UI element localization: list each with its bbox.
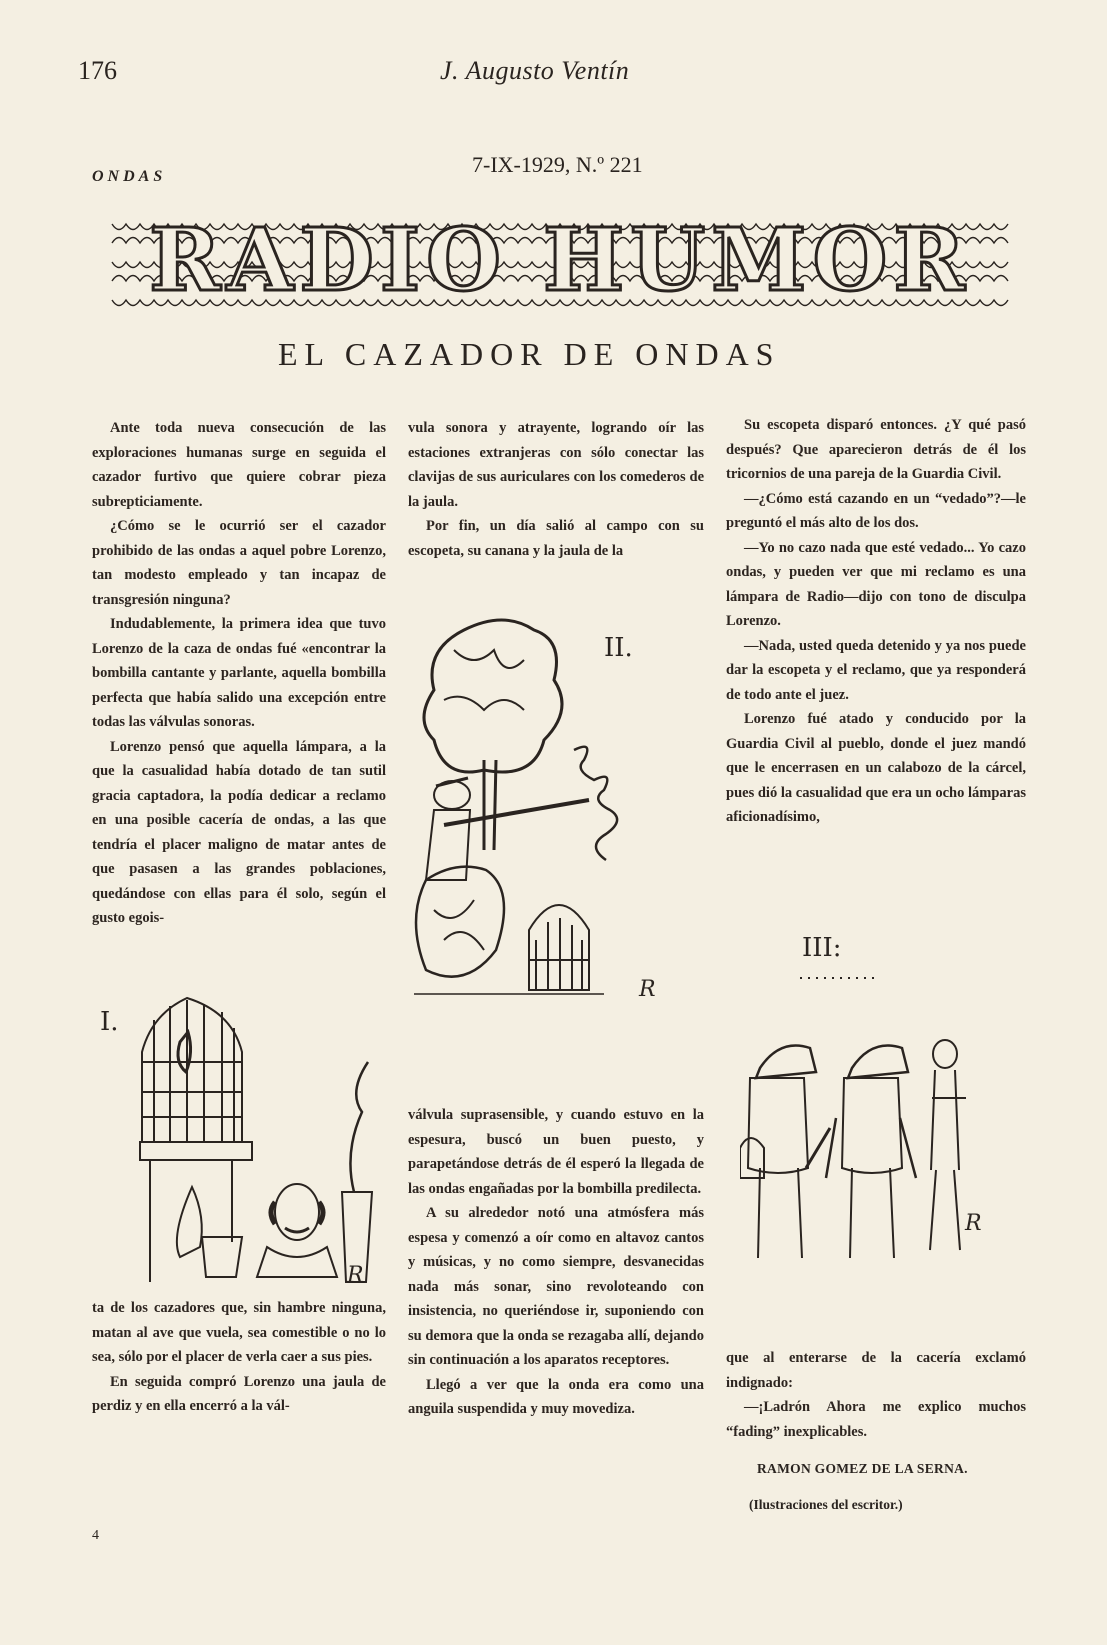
author-signature: RAMON GOMEZ DE LA SERNA. — [757, 1461, 968, 1476]
paragraph: Lorenzo pensó que aquella lámpara, a la que la casualidad había dotado de tan sutil gracia captadora, la podía dedicar a reclamo en una posible cacería de ondas, a las que tendría el placer maligno de matar antes de que pasasen a las grandes poblaciones, quedándose con ellas para él solo, según el gusto egois- — [92, 738, 386, 926]
paragraph: En seguida compró Lorenzo una jaula de perdiz y en ella encerró a la vál- — [92, 1373, 386, 1414]
paragraph: Ante toda nueva consecución de las exploraciones humanas surge en seguida el cazador furtivo que quiere cobrar pieza subrepticiamente. — [92, 420, 386, 510]
paragraph: vula sonora y atrayente, logrando oír las estaciones extranjeras con sólo conectar las clavijas de sus auriculares con los comederos de la jaula. — [408, 420, 704, 510]
illustration-numeral: III: — [802, 933, 842, 963]
illustration-3 — [740, 918, 1020, 1298]
column-2-bottom — [408, 1103, 704, 1422]
column-1-bottom — [92, 1296, 386, 1419]
illustrator-signature: R — [639, 977, 656, 1002]
paragraph: —Nada, usted queda detenido y ya nos puede dar la escopeta y el reclamo, que ya responderá de todo ante el juez. — [726, 637, 1026, 703]
illustrator-signature: R — [965, 1211, 982, 1236]
illustrator-signature: R — [347, 1263, 364, 1288]
running-head: J. Augusto Ventín — [440, 56, 630, 85]
illustration-credit: (Ilustraciones del escritor.) — [749, 1497, 903, 1512]
paragraph: Su escopeta disparó entonces. ¿Y qué pasó después? Que aparecieron detrás de él los tricornios de una pareja de la Guardia Civil. — [726, 417, 1026, 482]
man-with-headphones-and-cage-drawing — [140, 998, 372, 1282]
paragraph: A su alrededor notó una atmósfera más espesa y comenzó a oír como en altavoz cantos y músicas, y no como siempre, desvanecidas nada más sonar, sino revoloteando con insistencia, no queriéndose ir, suponiendo con su demora que la onda se rezagaba allí, dejando sin continuación a los aparatos receptores. — [408, 1205, 704, 1368]
illustration-1 — [92, 992, 382, 1292]
column-2-top — [408, 416, 704, 563]
illustration-numeral: I. — [100, 1007, 119, 1037]
article-title: EL CAZADOR DE ONDAS — [278, 336, 781, 372]
column-1-top — [92, 416, 386, 931]
paragraph: válvula suprasensible, y cuando estuvo en la espesura, buscó un buen puesto, y parapetándose detrás de él esperó la llegada de las ondas engañadas por la bombilla predilecta. — [408, 1107, 704, 1197]
radio-humor-banner — [108, 208, 1012, 316]
paragraph: ta de los cazadores que, sin hambre ninguna, matan al ave que vuela, sea comestible o no lo sea, sólo por el placer de verla caer a sus pies. — [92, 1300, 386, 1365]
magazine-name: ONDAS — [92, 168, 167, 185]
paragraph: ¿Cómo se le ocurrió ser el cazador prohibido de las ondas a aquel pobre Lorenzo, tan modesto empleado y tan incapaz de transgresión ninguna? — [92, 518, 386, 608]
paragraph: —Yo no cazo nada que esté vedado... Yo cazo ondas, y pueden ver que mi reclamo es una lámpara de Radio—dijo con tono de disculpa Lorenzo. — [726, 539, 1026, 629]
paragraph: que al enterarse de la cacería exclamó indignado: — [726, 1350, 1026, 1391]
page-number: 176 — [78, 56, 117, 85]
paragraph: Lorenzo fué atado y conducido por la Guardia Civil al pueblo, donde el juez mandó que le encerrasen en un calabozo de la cárcel, pues dió la casualidad que era un ocho lámparas aficionadísimo, — [726, 711, 1026, 825]
paragraph: Por fin, un día salió al campo con su escopeta, su canana y la jaula de la — [408, 518, 704, 559]
paragraph: Llegó a ver que la onda era como una anguila suspendida y muy movediza. — [408, 1376, 704, 1417]
issue-date: 7-IX-1929, N.º 221 — [472, 152, 643, 177]
banner-text: RADIO HUMOR — [149, 210, 971, 311]
column-3-top — [726, 413, 1026, 830]
column-3-bottom — [726, 1346, 1026, 1444]
folio: 4 — [92, 1528, 99, 1543]
paragraph: —¡Ladrón Ahora me explico muchos “fading” inexplicables. — [726, 1399, 1026, 1440]
illustration-2 — [414, 610, 704, 1050]
paragraph: —¿Cómo está cazando en un “vedado”?—le preguntó el más alto de los dos. — [726, 490, 1026, 531]
paragraph: Indudablemente, la primera idea que tuvo Lorenzo de la caza de ondas fué «encontrar la bombilla cantante y parlante, aquella bombilla perfecta que había salido una excepción entre todas las válvulas sonoras. — [92, 616, 386, 730]
hunter-behind-tree-drawing — [414, 620, 617, 994]
civil-guards-arrest-drawing — [740, 978, 966, 1258]
illustration-numeral: II. — [604, 633, 633, 663]
